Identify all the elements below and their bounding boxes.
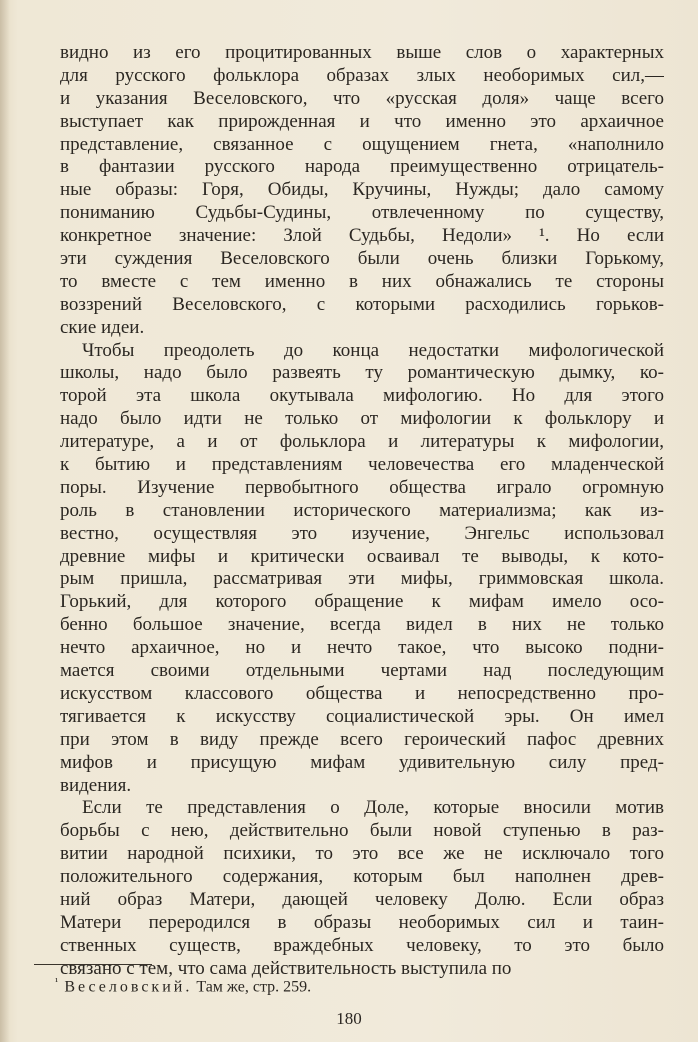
text-line: вестно, осуществляя это изучение, Энгельс использовал (60, 522, 664, 544)
text-line: конкретное значение: Злой Судьбы, Недоли» ¹. Но если (60, 225, 664, 247)
text-line: для русского фольклора образах злых необоримых сил,— (60, 64, 664, 86)
text-line: роль в становлении исторического материализма; как из- (60, 499, 664, 521)
text-line: ские идеи. (60, 316, 145, 338)
text-line: мифов и присущую мифам удивительную силу пред- (60, 751, 664, 773)
text-line: в фантазии русского народа преимущественно отрицатель- (60, 156, 664, 178)
text-line: видно из его процитированных выше слов о характерных (60, 42, 664, 63)
footnote-divider (34, 964, 152, 965)
text-line: ственных существ, враждебных человеку, то это было (60, 934, 664, 956)
text-line: Чтобы преодолеть до конца недостатки мифологической (82, 339, 664, 361)
text-line: Если те представления о Доле, которые вносили мотив (82, 797, 664, 819)
text-line: Матери переродился в образы необоримых сил и таин- (60, 911, 664, 933)
text-line: связано с тем, что сама действительность выступила по (60, 957, 512, 979)
text-line: торой эта школа окутывала мифологию. Но для этого (60, 385, 664, 407)
text-line: нечто архаичное, но и нечто такое, что высоко подни- (60, 637, 664, 659)
text-line: то вместе с тем именно в них обнажались те стороны (60, 270, 664, 292)
footnote (55, 972, 655, 997)
text-line: литературе, а и от фольклора и литературы к мифологии, (60, 431, 664, 453)
footnote-author: Веселовский. (64, 978, 193, 996)
text-line: тягивается к искусству социалистической эры. Он имел (60, 705, 664, 727)
text-line: к бытию и представлениям человечества его младенческой (60, 454, 664, 476)
text-line: воззрений Веселовского, с которыми расходились горьков- (60, 293, 664, 315)
text-line: и указания Веселовского, что «русская доля» чаще всего (60, 87, 664, 109)
text-line: школы, надо было развеять ту романтическую дымку, ко- (60, 362, 664, 384)
text-line: искусством классового общества и непосредственно про- (60, 682, 664, 704)
paragraph (60, 340, 664, 798)
main-text (60, 42, 664, 981)
page-edge-shadow (0, 0, 10, 1042)
text-line: пониманию Судьбы-Судины, отвлеченному по существу, (60, 202, 664, 224)
text-line: ные образы: Горя, Обиды, Кручины, Нужды; дало самому (60, 179, 664, 201)
text-line: эти суждения Веселовского были очень близки Горькому, (60, 248, 664, 270)
text-line: представление, связанное с ощущением гнета, «наполнило (60, 133, 664, 155)
footnote-text: Там же, стр. 259. (192, 978, 312, 996)
page-number: 180 (336, 1009, 362, 1028)
text-line: бенно большое значение, всегда видел в них не только (60, 614, 664, 636)
text-line: рым пришла, рассматривая эти мифы, гриммовская школа. (60, 568, 664, 590)
text-line: Горький, для которого обращение к мифам имело осо- (60, 591, 664, 613)
text-line: мается своими отдельными чертами над последующим (60, 660, 664, 682)
text-line: ний образ Матери, дающей человеку Долю. Если образ (60, 888, 664, 910)
text-line: положительного содержания, которым был наполнен древ- (60, 866, 664, 888)
text-line: витии народной психики, то это все же не исключало того (60, 843, 664, 865)
text-line: поры. Изучение первобытного общества играло огромную (60, 476, 664, 498)
text-line: борьбы с нею, действительно были новой ступенью в раз- (60, 820, 664, 842)
text-line: надо было идти не только от мифологии к фольклору и (60, 408, 664, 430)
text-line: выступает как прирожденная и что именно это архаичное (60, 110, 664, 132)
footnote-marker: ¹ (55, 976, 59, 988)
paragraph (60, 42, 664, 340)
text-line: древние мифы и критически осваивал те выводы, к кото- (60, 545, 664, 567)
text-line: при этом в виду прежде всего героический пафос древних (60, 728, 664, 750)
text-line: видения. (60, 774, 132, 796)
paragraph (60, 797, 664, 980)
